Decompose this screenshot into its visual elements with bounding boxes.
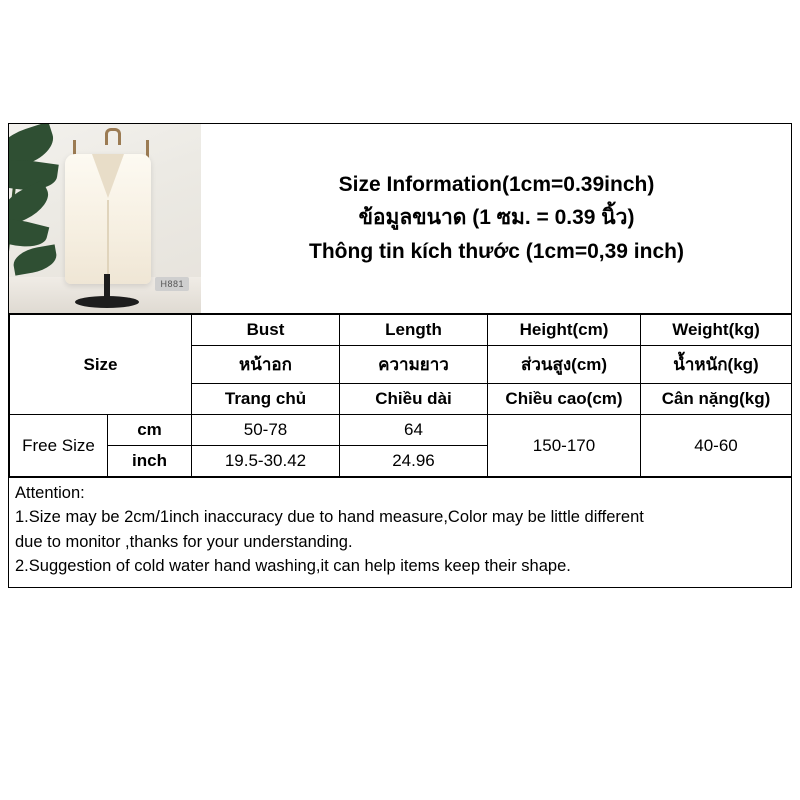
title-english: Size Information(1cm=0.39inch)	[338, 173, 655, 197]
attention-block	[9, 477, 791, 587]
table-row-header-en	[10, 315, 792, 346]
header-bust-en: Bust	[192, 315, 340, 346]
title-vietnamese: Thông tin kích thước (1cm=0,39 inch)	[309, 239, 684, 263]
attention-line-3: 2.Suggestion of cold water hand washing,it can help items keep their shape.	[15, 556, 571, 575]
title-thai: ข้อมูลขนาด (1 ซม. = 0.39 นิ้ว)	[358, 206, 635, 230]
size-information-chart	[8, 123, 792, 588]
cell-weight: 40-60	[641, 415, 792, 477]
stand-base	[75, 296, 139, 308]
leaf-icon	[11, 244, 58, 275]
header-height-en: Height(cm)	[488, 315, 641, 346]
title-block	[202, 124, 791, 313]
row-size-free: Free Size	[10, 415, 108, 477]
header-bust-vi: Trang chủ	[192, 384, 340, 415]
cell-length-inch: 24.96	[340, 446, 488, 477]
table-row	[10, 415, 792, 446]
attention-line-1: 1.Size may be 2cm/1inch inaccuracy due to hand measure,Color may be little different	[15, 508, 644, 527]
chart-banner	[9, 124, 791, 314]
cell-bust-inch: 19.5-30.42	[192, 446, 340, 477]
header-height-th: ส่วนสูง(cm)	[488, 346, 641, 384]
header-weight-en: Weight(kg)	[641, 315, 792, 346]
attention-line-2: due to monitor ,thanks for your understanding.	[15, 532, 353, 551]
header-height-vi: Chiều cao(cm)	[488, 384, 641, 415]
size-label-cell: Size	[10, 315, 192, 415]
header-bust-th: หน้าอก	[192, 346, 340, 384]
photo-watermark: H881	[155, 277, 189, 291]
size-table	[9, 314, 792, 477]
row-unit-cm: cm	[108, 415, 192, 446]
cell-bust-cm: 50-78	[192, 415, 340, 446]
header-length-th: ความยาว	[340, 346, 488, 384]
cell-height: 150-170	[488, 415, 641, 477]
garment-cardigan	[65, 154, 151, 284]
header-weight-vi: Cân nặng(kg)	[641, 384, 792, 415]
attention-title: Attention:	[15, 484, 85, 502]
header-length-en: Length	[340, 315, 488, 346]
header-weight-th: น้ำหนัก(kg)	[641, 346, 792, 384]
row-unit-inch: inch	[108, 446, 192, 477]
product-photo	[9, 124, 202, 313]
header-length-vi: Chiều dài	[340, 384, 488, 415]
cell-length-cm: 64	[340, 415, 488, 446]
